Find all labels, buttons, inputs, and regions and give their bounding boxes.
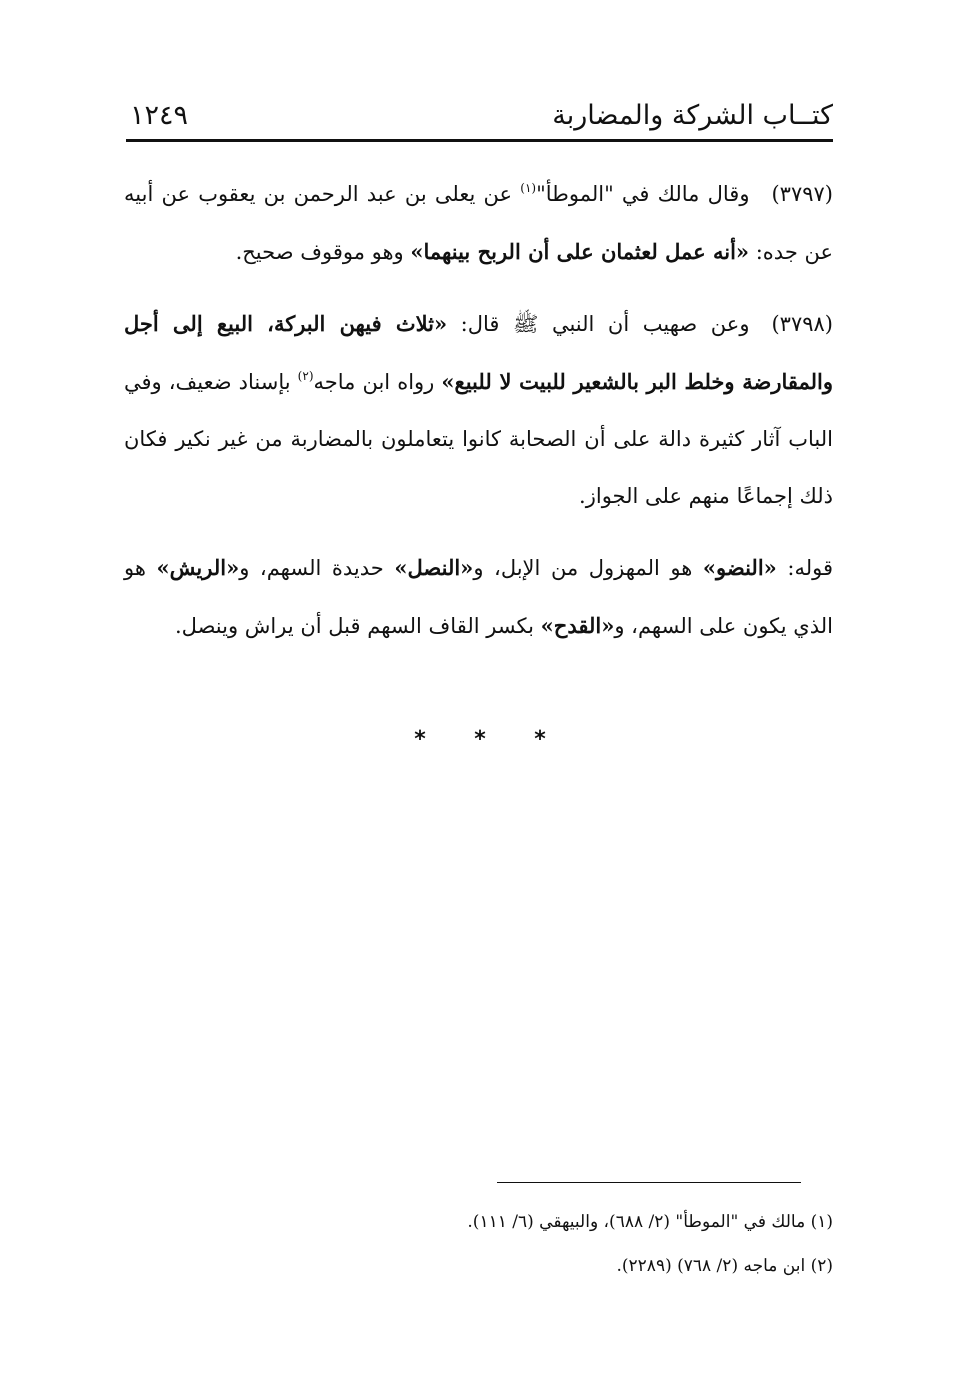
page-number: ١٢٤٩ <box>130 100 189 131</box>
paragraph-text: وقال مالك في "الموطأ" <box>536 182 750 206</box>
glossary-term: «القدح» <box>540 613 615 638</box>
separator-star: * <box>534 727 546 752</box>
paragraph-text: بكسر القاف السهم قبل أن يراش وينصل. <box>174 614 541 638</box>
paragraph-text: حديدة السهم، و <box>239 556 395 580</box>
footnote-2: (٢) ابن ماجه (٢/ ٧٦٨) (٢٢٨٩). <box>616 1256 833 1276</box>
paragraph-text: عن يعلى بن عبد الرحمن بن يعقوب عن أبيه عن جده: <box>124 182 833 264</box>
paragraph-glossary <box>124 539 833 655</box>
footnote-ref: (٢) <box>297 369 314 383</box>
paragraph-text: وعن صهيب أن النبي ﷺ قال: <box>447 312 750 336</box>
footnote-ref: (١) <box>520 181 537 195</box>
hadith-number: (٣٧٩٨) <box>771 312 833 336</box>
quoted-text: «ثلاث فيهن البركة، البيع إلى أجل والمقارضة وخلط البر بالشعير للبيت لا للبيع» <box>124 311 833 394</box>
quoted-text: «أنه عمل لعثمان على أن الربح بينهما» <box>410 239 750 264</box>
footnote-1: (١) مالك في "الموطأ" (٢/ ٦٨٨)، والبيهقي (٦/ ١١١). <box>467 1212 833 1232</box>
glossary-term: «الريش» <box>156 555 240 580</box>
footnotes <box>126 1200 833 1288</box>
separator-star: * <box>474 727 486 752</box>
paragraph-text: هو الذي يكون على السهم، و <box>124 556 833 638</box>
paragraph-text: قوله: <box>776 556 833 580</box>
paragraph-text: رواه ابن ماجه <box>313 370 442 394</box>
chapter-title: كتــاب الشركة والمضاربة <box>552 100 833 131</box>
separator-star: * <box>414 727 426 752</box>
header-rule <box>126 139 833 142</box>
footnote-rule <box>497 1182 801 1183</box>
body-text <box>124 166 833 669</box>
glossary-term: «النصل» <box>394 555 474 580</box>
hadith-number: (٣٧٩٧) <box>771 182 833 206</box>
paragraph-text: وهو موقوف صحيح. <box>235 240 411 264</box>
glossary-term: «النضو» <box>702 555 777 580</box>
section-separator <box>0 725 960 755</box>
paragraph-text: بإسناد ضعيف، وفي الباب آثار كثيرة دالة على أن الصحابة كانوا يتعاملون بالمضاربة من غير نكير فكان ذلك إجماعًا منهم على الجواز. <box>124 370 833 508</box>
paragraph-text: هو المهزول من الإبل، و <box>473 556 703 580</box>
paragraph-3798 <box>124 295 833 525</box>
running-header <box>126 96 833 136</box>
paragraph-3797 <box>124 166 833 281</box>
